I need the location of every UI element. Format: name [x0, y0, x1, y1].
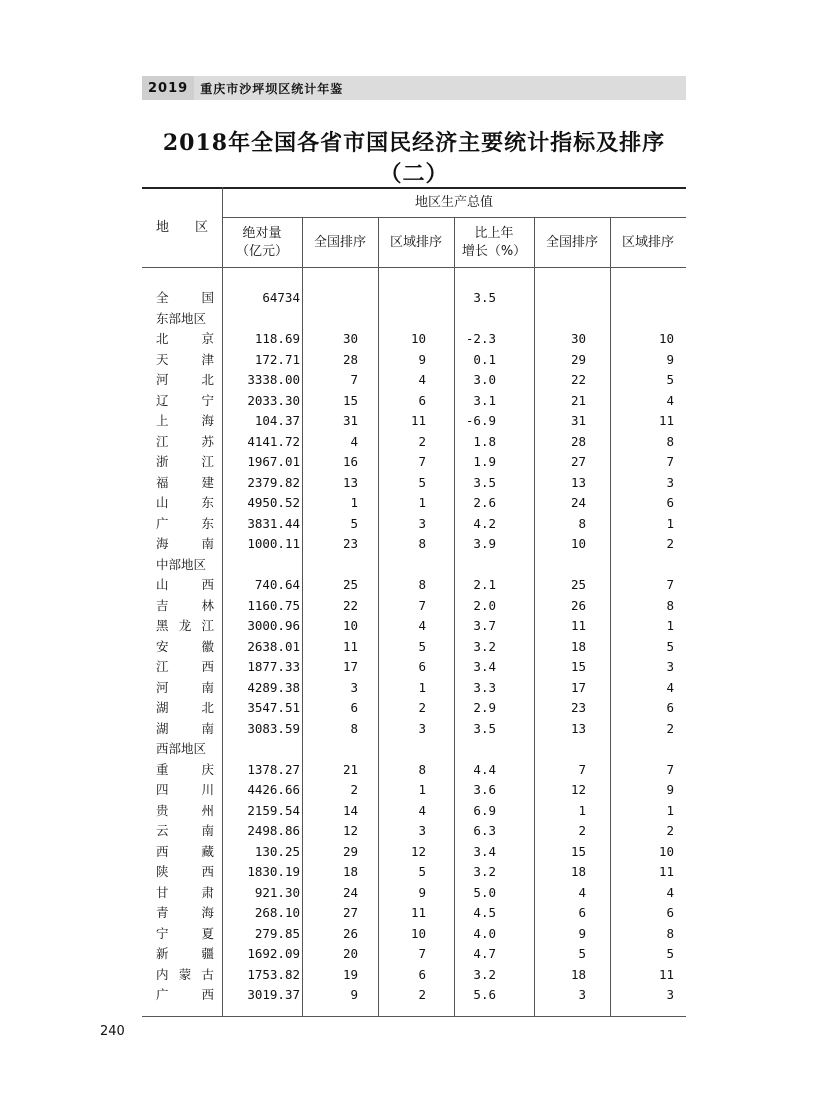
- regional-rank: 4: [418, 372, 426, 387]
- growth-regional-rank: 2: [666, 536, 674, 551]
- growth-rate: 3.6: [473, 782, 496, 797]
- growth-rate: 0.1: [473, 351, 496, 367]
- growth-regional-rank: 7: [666, 577, 674, 592]
- growth-regional-rank: 11: [658, 966, 674, 982]
- region-name: 西部地区: [156, 741, 207, 756]
- growth-regional-rank: 2: [666, 720, 674, 736]
- growth-national-rank: 15: [570, 843, 586, 859]
- growth-regional-rank: 5: [666, 638, 674, 654]
- growth-rate: 1.9: [473, 454, 496, 469]
- growth-rate: 2.9: [473, 700, 496, 715]
- absolute-value: 4426.66: [247, 782, 300, 797]
- growth-regional-rank: 3: [666, 659, 674, 674]
- header-bottom-rule: [142, 267, 686, 268]
- growth-national-rank: 2: [578, 823, 586, 838]
- growth-national-rank: 17: [570, 679, 586, 695]
- absolute-value: 2033.30: [247, 392, 300, 408]
- region-name: 山西: [156, 577, 214, 592]
- growth-rate: 4.5: [473, 905, 496, 920]
- growth-rate: 3.5: [473, 474, 496, 490]
- region-name: 东部地区: [156, 310, 207, 326]
- growth-regional-rank: 9: [666, 782, 674, 797]
- growth-rate: 3.0: [473, 372, 496, 387]
- region-name: 宁夏: [156, 925, 214, 941]
- table-row: [142, 779, 686, 800]
- table-row: [142, 923, 686, 944]
- region-name: 黑龙江: [156, 618, 214, 633]
- group-row: [142, 308, 686, 329]
- region-name: 河北: [156, 372, 214, 387]
- absolute-value: 740.64: [254, 577, 300, 592]
- table-row: [142, 451, 686, 472]
- regional-rank: 6: [418, 659, 426, 674]
- growth-regional-rank: 8: [666, 925, 674, 941]
- growth-rate: 3.4: [473, 843, 496, 859]
- region-name: 四川: [156, 782, 214, 797]
- growth-national-rank: 30: [570, 331, 586, 346]
- national-rank: 7: [350, 372, 358, 387]
- growth-regional-rank: 5: [666, 946, 674, 961]
- region-name: 云南: [156, 823, 214, 838]
- national-rank: 30: [342, 331, 358, 346]
- national-rank: 3: [350, 679, 358, 695]
- growth-regional-rank: 2: [666, 823, 674, 838]
- growth-rate: 5.0: [473, 884, 496, 900]
- growth-rate: 3.5: [473, 290, 496, 305]
- growth-rate: 3.7: [473, 618, 496, 633]
- growth-regional-rank: 3: [666, 474, 674, 490]
- absolute-value: 279.85: [254, 925, 300, 941]
- table-bottom-rule: [142, 1016, 686, 1017]
- regional-rank: 5: [418, 638, 426, 654]
- table-row: [142, 328, 686, 349]
- growth-regional-rank: 8: [666, 433, 674, 449]
- national-rank: 4: [350, 433, 358, 449]
- group-row: [142, 554, 686, 575]
- growth-regional-rank: 1: [666, 802, 674, 818]
- absolute-value: 2379.82: [247, 474, 300, 490]
- region-name: 江西: [156, 659, 214, 674]
- national-rank: 9: [350, 987, 358, 1002]
- table-body: [142, 287, 686, 1005]
- region-header: 地 区: [155, 220, 208, 235]
- growth-national-rank: 6: [578, 905, 586, 920]
- growth-rate: 4.7: [473, 946, 496, 961]
- col-header-national-rank: 全国排序: [313, 235, 366, 250]
- table-row: [142, 984, 686, 1005]
- growth-national-rank: 18: [570, 864, 586, 879]
- table-row: [142, 656, 686, 677]
- growth-regional-rank: 6: [666, 495, 674, 510]
- growth-national-rank: 29: [570, 351, 586, 367]
- table-row: [142, 574, 686, 595]
- growth-national-rank: 15: [570, 659, 586, 674]
- absolute-value: 4289.38: [247, 679, 300, 695]
- national-rank: 21: [342, 761, 358, 777]
- table-row: [142, 513, 686, 534]
- regional-rank: 3: [418, 823, 426, 838]
- table-row: [142, 800, 686, 821]
- national-rank: 20: [342, 946, 358, 961]
- region-name: 广西: [156, 987, 214, 1002]
- absolute-value: 4950.52: [247, 495, 300, 510]
- growth-regional-rank: 1: [666, 515, 674, 531]
- regional-rank: 1: [418, 782, 426, 797]
- regional-rank: 1: [418, 679, 426, 695]
- national-rank: 24: [342, 884, 358, 900]
- national-rank: 6: [350, 700, 358, 715]
- growth-regional-rank: 6: [666, 905, 674, 920]
- regional-rank: 3: [418, 720, 426, 736]
- absolute-value: 3083.59: [247, 720, 300, 736]
- national-rank: 5: [350, 515, 358, 531]
- regional-rank: 8: [418, 577, 426, 592]
- region-name: 山东: [156, 495, 214, 510]
- region-name: 天津: [156, 351, 214, 367]
- national-rank: 12: [342, 823, 358, 838]
- growth-regional-rank: 6: [666, 700, 674, 715]
- absolute-value: 3831.44: [247, 515, 300, 531]
- region-name: 海南: [156, 536, 214, 551]
- region-name: 贵州: [156, 802, 214, 818]
- absolute-value: 104.37: [254, 413, 300, 428]
- growth-rate: 3.4: [473, 659, 496, 674]
- growth-regional-rank: 10: [658, 331, 674, 346]
- page-number: 240: [100, 1024, 125, 1039]
- growth-regional-rank: 11: [658, 413, 674, 428]
- national-rank: 8: [350, 720, 358, 736]
- absolute-value: 1753.82: [247, 966, 300, 982]
- growth-rate: 2.0: [473, 597, 496, 613]
- growth-regional-rank: 10: [658, 843, 674, 859]
- national-rank: 28: [342, 351, 358, 367]
- regional-rank: 6: [418, 966, 426, 982]
- growth-rate: 3.2: [473, 864, 496, 879]
- growth-rate: 3.2: [473, 638, 496, 654]
- regional-rank: 9: [418, 351, 426, 367]
- region-name: 青海: [156, 905, 214, 920]
- absolute-value: 3547.51: [247, 700, 300, 715]
- table-row: [142, 349, 686, 370]
- national-rank: 26: [342, 925, 358, 941]
- regional-rank: 7: [418, 597, 426, 613]
- growth-national-rank: 8: [578, 515, 586, 531]
- national-rank: 22: [342, 597, 358, 613]
- growth-national-rank: 26: [570, 597, 586, 613]
- absolute-value: 1000.11: [247, 536, 300, 551]
- regional-rank: 11: [410, 413, 426, 428]
- running-header: [142, 76, 686, 100]
- absolute-value: 921.30: [254, 884, 300, 900]
- region-name: 重庆: [156, 761, 214, 777]
- growth-national-rank: 5: [578, 946, 586, 961]
- growth-regional-rank: 7: [666, 761, 674, 777]
- national-rank: 27: [342, 905, 358, 920]
- col-header-growth: 比上年 增长（%）: [461, 226, 527, 259]
- region-name: 河南: [156, 679, 214, 695]
- regional-rank: 2: [418, 700, 426, 715]
- table-row: [142, 369, 686, 390]
- growth-regional-rank: 3: [666, 987, 674, 1002]
- region-name: 辽宁: [156, 392, 214, 408]
- growth-rate: 3.9: [473, 536, 496, 551]
- regional-rank: 4: [418, 618, 426, 633]
- group-row: [142, 738, 686, 759]
- national-rank: 17: [342, 659, 358, 674]
- region-name: 北京: [156, 331, 214, 346]
- growth-national-rank: 10: [570, 536, 586, 551]
- regional-rank: 11: [410, 905, 426, 920]
- region-name: 新疆: [156, 946, 214, 961]
- growth-regional-rank: 7: [666, 454, 674, 469]
- growth-national-rank: 4: [578, 884, 586, 900]
- regional-rank: 1: [418, 495, 426, 510]
- growth-national-rank: 12: [570, 782, 586, 797]
- absolute-value: 3338.00: [247, 372, 300, 387]
- region-name: 湖北: [156, 700, 214, 715]
- growth-regional-rank: 4: [666, 392, 674, 408]
- growth-rate: 3.5: [473, 720, 496, 736]
- growth-national-rank: 22: [570, 372, 586, 387]
- growth-national-rank: 21: [570, 392, 586, 408]
- table-row: [142, 718, 686, 739]
- national-rank: 1: [350, 495, 358, 510]
- table-row: [142, 410, 686, 431]
- region-name: 湖南: [156, 720, 214, 736]
- region-name: 陕西: [156, 864, 214, 879]
- national-rank: 29: [342, 843, 358, 859]
- regional-rank: 7: [418, 454, 426, 469]
- col-header-national-rank-growth: 全国排序: [545, 235, 598, 250]
- growth-rate: 3.2: [473, 966, 496, 982]
- absolute-value: 1877.33: [247, 659, 300, 674]
- header-book-title: 重庆市沙坪坝区统计年鉴: [200, 81, 344, 96]
- col-header-regional-rank-growth: 区域排序: [621, 235, 674, 250]
- absolute-value: 172.71: [254, 351, 300, 367]
- national-rank: 11: [342, 638, 358, 654]
- table-row: [142, 636, 686, 657]
- col-header-absolute: 绝对量 （亿元）: [235, 226, 288, 259]
- header-year: 2019: [142, 76, 194, 100]
- national-rank: 16: [342, 454, 358, 469]
- table-row: [142, 533, 686, 554]
- regional-rank: 2: [418, 433, 426, 449]
- growth-national-rank: 9: [578, 925, 586, 941]
- regional-rank: 4: [418, 802, 426, 818]
- growth-rate: 3.1: [473, 392, 496, 408]
- growth-national-rank: 31: [570, 413, 586, 428]
- growth-regional-rank: 1: [666, 618, 674, 633]
- regional-rank: 5: [418, 474, 426, 490]
- growth-national-rank: 13: [570, 474, 586, 490]
- absolute-value: 3000.96: [247, 618, 300, 633]
- growth-national-rank: 27: [570, 454, 586, 469]
- region-name: 吉林: [156, 597, 214, 613]
- absolute-value: 130.25: [254, 843, 300, 859]
- national-rank: 19: [342, 966, 358, 982]
- absolute-value: 3019.37: [247, 987, 300, 1002]
- absolute-value: 1967.01: [247, 454, 300, 469]
- national-rank: 31: [342, 413, 358, 428]
- national-rank: 10: [342, 618, 358, 633]
- absolute-value: 118.69: [254, 331, 300, 346]
- region-name: 中部地区: [156, 556, 207, 572]
- absolute-value: 2159.54: [247, 802, 300, 818]
- absolute-value: 64734: [262, 290, 300, 305]
- table-row: [142, 431, 686, 452]
- table-row: [142, 841, 686, 862]
- national-rank: 15: [342, 392, 358, 408]
- regional-rank: 12: [410, 843, 426, 859]
- table-row: [142, 287, 686, 308]
- growth-rate: 3.3: [473, 679, 496, 695]
- growth-national-rank: 25: [570, 577, 586, 592]
- absolute-value: 4141.72: [247, 433, 300, 449]
- absolute-value: 2498.86: [247, 823, 300, 838]
- group-header: 地区生产总值: [414, 195, 493, 210]
- absolute-value: 1378.27: [247, 761, 300, 777]
- growth-national-rank: 7: [578, 761, 586, 777]
- national-rank: 18: [342, 864, 358, 879]
- growth-rate: 4.2: [473, 515, 496, 531]
- region-name: 安徽: [156, 638, 214, 654]
- growth-rate: 4.0: [473, 925, 496, 941]
- regional-rank: 10: [410, 925, 426, 941]
- absolute-value: 1692.09: [247, 946, 300, 961]
- absolute-value: 268.10: [254, 905, 300, 920]
- regional-rank: 6: [418, 392, 426, 408]
- growth-regional-rank: 9: [666, 351, 674, 367]
- regional-rank: 9: [418, 884, 426, 900]
- growth-rate: -6.9: [465, 413, 496, 428]
- absolute-value: 2638.01: [247, 638, 300, 654]
- national-rank: 2: [350, 782, 358, 797]
- region-name: 江苏: [156, 433, 214, 449]
- growth-national-rank: 24: [570, 495, 586, 510]
- growth-rate: 2.6: [473, 495, 496, 510]
- growth-regional-rank: 11: [658, 864, 674, 879]
- region-name: 西藏: [156, 843, 214, 859]
- statistics-table: [142, 187, 686, 1017]
- national-rank: 23: [342, 536, 358, 551]
- region-name: 全国: [156, 290, 214, 305]
- growth-regional-rank: 4: [666, 884, 674, 900]
- regional-rank: 5: [418, 864, 426, 879]
- growth-rate: 2.1: [473, 577, 496, 592]
- table-row: [142, 697, 686, 718]
- region-name: 甘肃: [156, 884, 214, 900]
- table-row: [142, 595, 686, 616]
- growth-rate: 6.9: [473, 802, 496, 818]
- table-row: [142, 943, 686, 964]
- growth-rate: 6.3: [473, 823, 496, 838]
- region-name: 浙江: [156, 454, 214, 469]
- region-name: 福建: [156, 474, 214, 490]
- regional-rank: 8: [418, 536, 426, 551]
- regional-rank: 3: [418, 515, 426, 531]
- national-rank: 25: [342, 577, 358, 592]
- growth-regional-rank: 8: [666, 597, 674, 613]
- growth-national-rank: 13: [570, 720, 586, 736]
- table-row: [142, 472, 686, 493]
- growth-regional-rank: 5: [666, 372, 674, 387]
- growth-rate: 1.8: [473, 433, 496, 449]
- table-top-rule: [142, 187, 686, 189]
- table-row: [142, 390, 686, 411]
- regional-rank: 10: [410, 331, 426, 346]
- table-row: [142, 820, 686, 841]
- growth-regional-rank: 4: [666, 679, 674, 695]
- table-row: [142, 964, 686, 985]
- growth-national-rank: 23: [570, 700, 586, 715]
- table-row: [142, 882, 686, 903]
- growth-rate: 4.4: [473, 761, 496, 777]
- growth-national-rank: 1: [578, 802, 586, 818]
- growth-national-rank: 11: [570, 618, 586, 633]
- growth-rate: 5.6: [473, 987, 496, 1002]
- table-row: [142, 677, 686, 698]
- table-row: [142, 861, 686, 882]
- national-rank: 14: [342, 802, 358, 818]
- table-row: [142, 759, 686, 780]
- absolute-value: 1830.19: [247, 864, 300, 879]
- growth-national-rank: 18: [570, 966, 586, 982]
- table-row: [142, 902, 686, 923]
- growth-national-rank: 28: [570, 433, 586, 449]
- regional-rank: 2: [418, 987, 426, 1002]
- absolute-value: 1160.75: [247, 597, 300, 613]
- region-name: 内蒙古: [156, 966, 214, 982]
- growth-national-rank: 18: [570, 638, 586, 654]
- table-row: [142, 492, 686, 513]
- col-header-regional-rank: 区域排序: [389, 235, 442, 250]
- table-row: [142, 615, 686, 636]
- national-rank: 13: [342, 474, 358, 490]
- page-title: 2018年全国各省市国民经济主要统计指标及排序（二）: [162, 130, 666, 187]
- growth-rate: -2.3: [465, 331, 496, 346]
- region-name: 上海: [156, 413, 214, 428]
- regional-rank: 8: [418, 761, 426, 777]
- growth-national-rank: 3: [578, 987, 586, 1002]
- region-name: 广东: [156, 515, 214, 531]
- regional-rank: 7: [418, 946, 426, 961]
